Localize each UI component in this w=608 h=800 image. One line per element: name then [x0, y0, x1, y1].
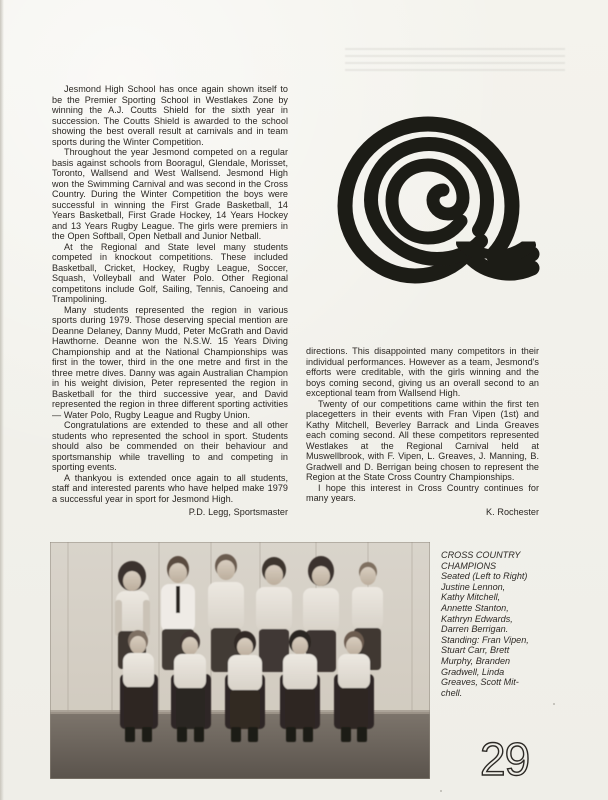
bleed-through-text: [345, 48, 565, 76]
cross-country-paragraph-2: Twenty of our competitions came within the first ten placegetters in their events with Fran Vipen (1st) and Kathy Mitchell, Beverley Barrack and Linda Greaves each coming second. All these competitors represented Westlakes at the Regional Carnival held at Muswellbrook, with F. Vipen, L. Greaves, J. Manning, B. Gradwell and D. Berrigan being chosen to represent the Region at the State Cross Country Championships.: [306, 398, 539, 482]
caption-line: Standing: Fran Vipen,: [441, 634, 529, 645]
caption-line: chell.: [441, 687, 463, 698]
caption-line: CROSS COUNTRY: [441, 550, 521, 560]
print-speck: [440, 790, 442, 792]
caption-line: Kathy Mitchell,: [441, 592, 501, 603]
sports-paragraph-5: Congratulations are extended to these and all other students who represented the school in sport. Students should also be commended on their behaviour and sportsmanship while travelling to and competing in sporting events.: [52, 420, 288, 472]
sports-report-column: [52, 84, 288, 518]
caption-line: CHAMPIONS: [441, 560, 497, 571]
jesmond-q-swirl-icon: [325, 103, 547, 288]
cross-country-paragraph-3: I hope this interest in Cross Country continues for many years.: [306, 482, 539, 503]
sports-paragraph-4: Many students represented the region in various sports during 1979. Those deserving special mention are Deanne Delaney, Danny Mudd, Peter McGrath and David Hawthorne. Deanne won the N.S.W. 15 Years Diving Championship and at the National Championships was first in the tower, third in the one metre and first in the three metre dives. Danny was again Australian Champion in his weight division, Peter represented the region in Basketball for the third successive year, and David represented the region in three different sporting activities — Water Polo, Rugby League and Rugby Union.: [52, 304, 288, 420]
photo-caption: [441, 550, 578, 698]
caption-line: Seated (Left to Right): [441, 571, 528, 582]
print-speck: [553, 703, 555, 705]
team-photo: [50, 542, 430, 779]
sportsmaster-signature: P.D. Legg, Sportsmaster: [188, 507, 288, 517]
caption-line: Kathryn Edwards,: [441, 613, 513, 624]
caption-line: Gradwell, Linda: [441, 666, 505, 677]
cross-country-paragraph-1: directions. This disappointed many competitors in their individual performances. However as a team, Jesmond's efforts were creditable, with the girls winning and the boys coming second, giving us an overall second to an exceptional team from Wallsend High.: [306, 346, 539, 398]
caption-line: Darren Berrigan.: [441, 624, 509, 635]
cross-country-signature: K. Rochester: [485, 506, 539, 517]
caption-line: Greaves, Scott Mit-: [441, 677, 519, 688]
caption-line: Stuart Carr, Brett: [441, 645, 510, 656]
caption-line: Annette Stanton,: [441, 602, 509, 613]
sports-paragraph-1: Jesmond High School has once again shown itself to be the Premier Sporting School in Westlakes Zone by winning the A.J. Coutts Shield for the sixth year in succession. The Coutts Shield is awarded to the school showing the best overall result at carnivals and in team sports during the Winter Competition.: [52, 84, 288, 147]
cross-country-column: [306, 346, 539, 517]
sports-paragraph-6: A thankyou is extended once again to all students, staff and interested parents who have helped make 1979 a successful year in sport for Jesmond High.: [52, 472, 288, 504]
sports-paragraph-2: Throughout the year Jesmond competed on a regular basis against schools from Booragul, Glendale, Morisset, Toronto, Wallsend and West Wallsend. Jesmond High won the Swimming Carnival and was second in the Cross Country. During the Winter Competition the boys were successful in winning the First Grade Basketball, 14 Years Basketball, First Grade Hockey, 14 Years Hockey and 13 Years Rugby League. The girls were premiers in the Open Softball, Open Netball and Junior Netball.: [52, 147, 288, 241]
page-edge: [0, 0, 4, 800]
caption-line: Justine Lennon,: [441, 581, 506, 592]
caption-line: Murphy, Branden: [441, 655, 511, 666]
page-number: 29: [480, 733, 530, 785]
sports-paragraph-3: At the Regional and State level many students competed in knockout competitions. These included Basketball, Cricket, Hockey, Rugby League, Soccer, Squash, Volleyball and Water Polo. Other Regional competitons include Golf, Sailing, Tennis, Canoeing and Trampolining.: [52, 241, 288, 304]
